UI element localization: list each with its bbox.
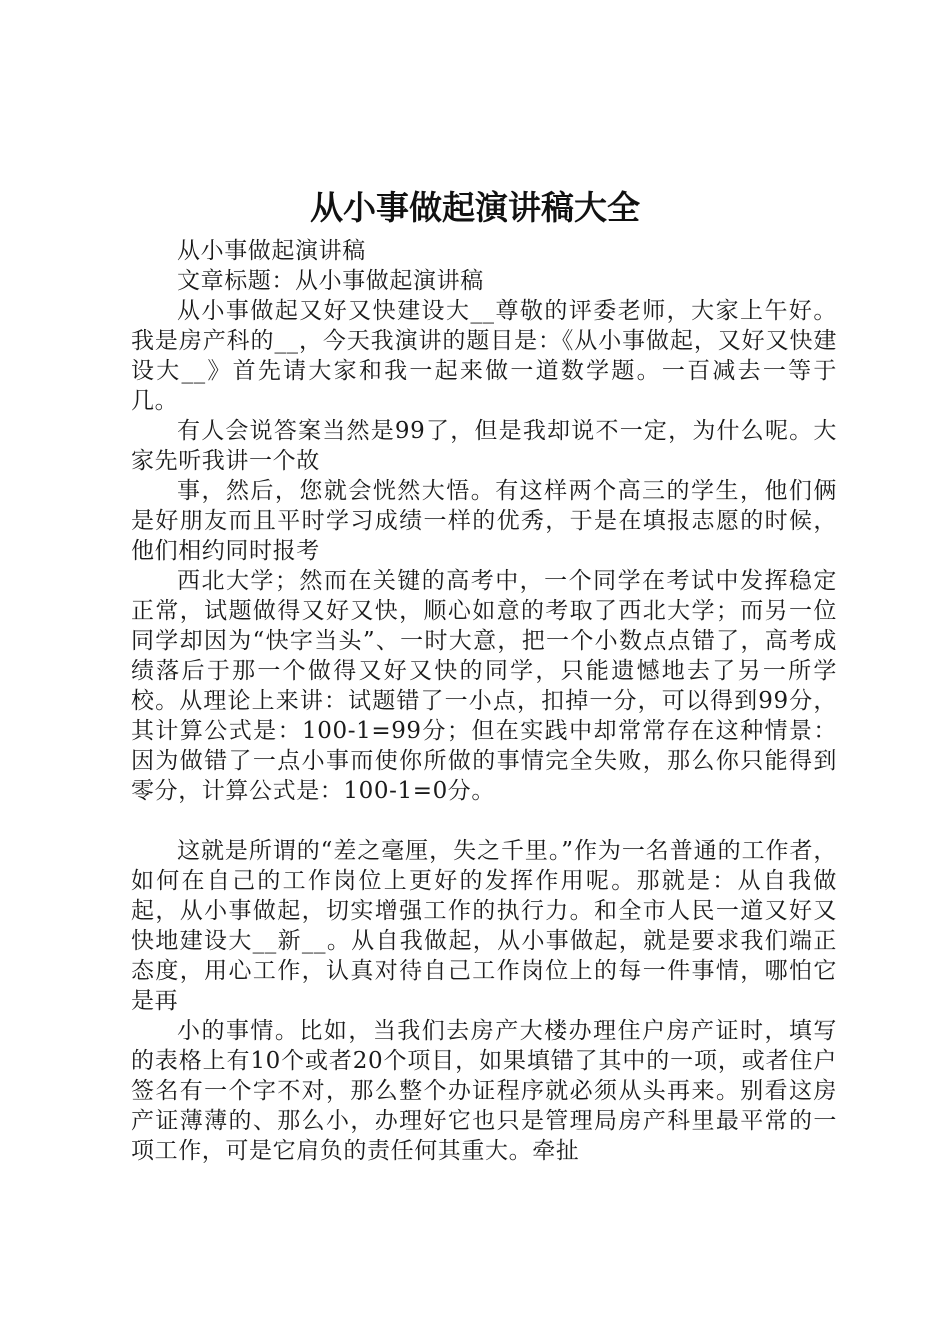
paragraph-spacer bbox=[131, 806, 837, 836]
paragraph-question: 有人会说答案当然是99了，但是我却说不一定，为什么呢。大家先听我讲一个故 bbox=[131, 418, 837, 474]
document-title: 从小事做起演讲稿大全 bbox=[310, 188, 640, 227]
paragraph-principle: 这就是所谓的“差之毫厘，失之千里。”作为一名普通的工作者，如何在自己的工作岗位上更好的发挥作用呢。那就是：从自我做起，从小事做起，切实增强工作的执行力。和全市人民一道又好又快地建设大__新__。从自我做起，从小事做起，就是要求我们端正态度，用心工作，认真对待自己工作岗位上的每一件事情，哪怕它是再 bbox=[131, 838, 837, 1014]
document-body bbox=[131, 236, 837, 1166]
paragraph-story-exam: 西北大学；然而在关键的高考中，一个同学在考试中发挥稳定正常，试题做得又好又快，顺心如意的考取了西北大学；而另一位同学却因为“快字当头”、一时大意，把一个小数点点错了，高考成绩落后于那一个做得又好又快的同学，只能遗憾地去了另一所学校。从理论上来讲：试题错了一小点，扣掉一分，可以得到99分，其计算公式是：100-1=99分；但在实践中却常常存在这种情景：因为做错了一点小事而使你所做的事情完全失败，那么你只能得到零分，计算公式是：100-1=0分。 bbox=[131, 568, 837, 804]
paragraph-article-title-line: 文章标题：从小事做起演讲稿 bbox=[177, 268, 484, 294]
paragraph-example: 小的事情。比如，当我们去房产大楼办理住户房产证时，填写的表格上有10个或者20个项目，如果填错了其中的一项，或者住户签名有一个字不对，那么整个办证程序就必须从头再来。别看这房产证薄薄的、那么小，办理好它也只是管理局房产科里最平常的一项工作，可是它肩负的责任何其重大。牵扯 bbox=[131, 1018, 837, 1164]
paragraph-heading-line: 从小事做起演讲稿 bbox=[177, 238, 366, 264]
paragraph-opening: 从小事做起又好又快建设大__尊敬的评委老师，大家上午好。我是房产科的__，今天我演讲的题目是：《从小事做起，又好又快建设大__》首先请大家和我一起来做一道数学题。一百减去一等于几。 bbox=[131, 298, 837, 414]
paragraph-story-start: 事，然后，您就会恍然大悟。有这样两个高三的学生，他们俩是好朋友而且平时学习成绩一样的优秀，于是在填报志愿的时候，他们相约同时报考 bbox=[131, 478, 837, 564]
